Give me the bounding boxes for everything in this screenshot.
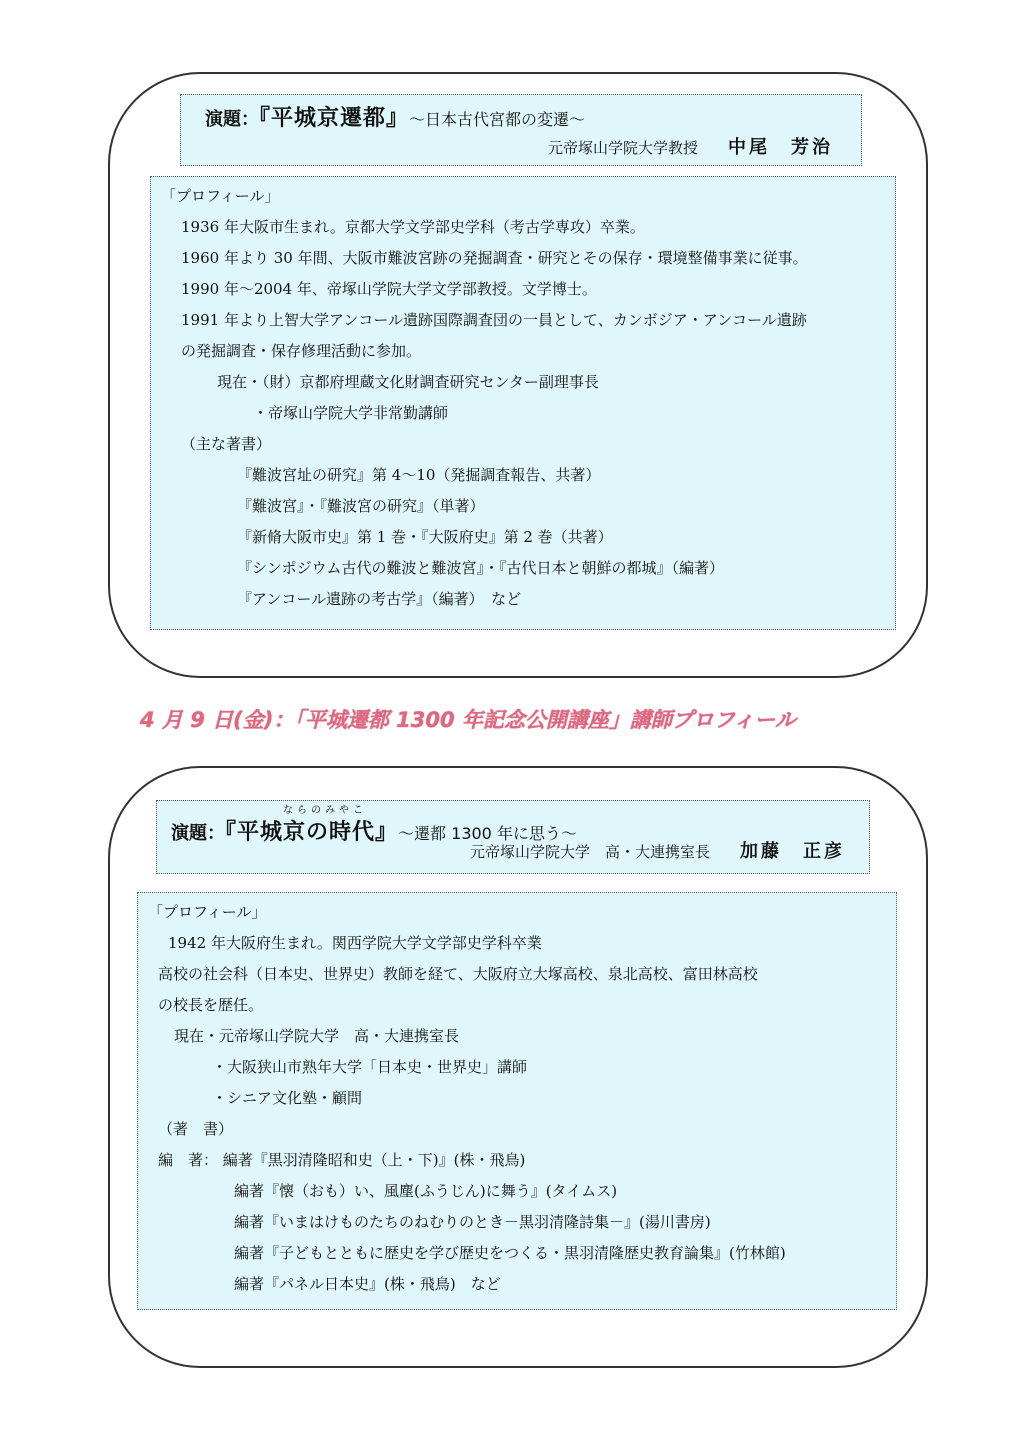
lecture-card-1 [108, 72, 928, 678]
lecture-1-subtitle: ～日本古代宮都の変遷～ [409, 110, 586, 129]
profile-2-current-position: ・シニア文化塾・顧問 [212, 1089, 363, 1107]
profile-2-work: 編著『子どもとともに歴史を学び歴史をつくる・黒羽清隆歴史教育論集』(竹林館) [234, 1244, 786, 1262]
lecture-1-title-line [205, 101, 585, 132]
profile-1-work: 『難波宮』・『難波宮の研究』（単著） [237, 497, 485, 515]
event-heading: 4 月 9 日(金)：「平城遷都 1300 年記念公開講座」講師プロフィール [140, 708, 796, 732]
lecture-2-title-open: 『平城 [225, 820, 284, 845]
lecture-1-title-box [180, 94, 862, 166]
profile-1-works-heading: （主な著書） [181, 435, 272, 453]
lecture-1-speaker: 中尾 芳治 [728, 137, 833, 158]
lecture-1-affiliation: 元帝塚山学院大学教授 [547, 139, 698, 157]
lecture-2-affiliation-line [470, 837, 845, 863]
profile-2-line: 高校の社会科（日本史、世界史）教師を経て、大阪府立大塚高校、泉北高校、富田林高校 [158, 965, 758, 983]
lecture-2-profile [137, 892, 897, 1310]
profile-1-line: 1991 年より上智大学アンコール遺跡国際調査団の一員として、カンボジア・アンコール遺跡 [181, 311, 807, 329]
profile-2-current-position: ・大阪狭山市熟年大学「日本史・世界史」講師 [212, 1058, 528, 1076]
profile-1-work: 『難波宮址の研究』第 4～10（発掘調査報告、共著） [237, 466, 601, 484]
profile-2-work: 編 著： 編著『黒羽清隆昭和史（上・下)』(株・飛鳥) [158, 1151, 526, 1169]
lecture-2-title-kyo: 京 [283, 820, 307, 845]
lecture-1-label: 演題： [205, 109, 259, 130]
profile-1-heading: 「プロフィール」 [161, 187, 280, 205]
profile-2-work: 編著『いまはけものたちのねむりのとき－黒羽清隆詩集－』(湯川書房) [234, 1213, 711, 1231]
lecture-1-profile [150, 176, 896, 630]
lecture-2-title-box [156, 800, 870, 874]
profile-1-line: の発掘調査・保存修理活動に参加。 [181, 342, 422, 360]
profile-2-line: の校長を歴任。 [158, 996, 264, 1014]
lecture-1-title: 『平城京遷都』 [259, 106, 410, 131]
lecture-card-2 [108, 766, 928, 1368]
profile-1-work: 『シンポジウム古代の難波と難波宮』・『古代日本と朝鮮の都城』（編著） [237, 559, 724, 577]
lecture-2-ruby: ならのみやこ [283, 805, 368, 816]
profile-2-work: 編著『パネル日本史』(株・飛鳥) など [234, 1275, 501, 1293]
profile-1-current-position: 現在・（財）京都府埋蔵文化財調査研究センター副理事長 [217, 373, 599, 391]
lecture-2-title-close: の時代』 [306, 820, 399, 845]
lecture-2-speaker: 加藤 正彦 [740, 841, 845, 862]
profile-1-work: 『新脩大阪市史』第 1 巻・『大阪府史』第 2 巻（共著） [237, 528, 613, 546]
profile-1-line: 1960 年より 30 年間、大阪市難波宮跡の発掘調査・研究とその保存・環境整備事業に従事。 [181, 249, 808, 267]
profile-1-current-position: ・帝塚山学院大学非常勤講師 [253, 404, 449, 422]
profile-2-line: 1942 年大阪府生まれ。関西学院大学文学部史学科卒業 [168, 934, 542, 952]
profile-1-work: 『アンコール遺跡の考古学』（編著） など [237, 590, 522, 608]
profile-2-heading: 「プロフィール」 [148, 903, 267, 921]
profile-1-line: 1936 年大阪市生まれ。京都大学文学部史学科（考古学専攻）卒業。 [181, 218, 645, 236]
profile-2-works-heading: （著 書） [158, 1120, 234, 1138]
lecture-2-label: 演題： [171, 823, 225, 844]
profile-2-work: 編著『懐（おも）い、風塵(ふうじん)に舞う』(タイムス) [234, 1182, 618, 1200]
profile-1-line: 1990 年～2004 年、帝塚山学院大学文学部教授。文学博士。 [181, 280, 597, 298]
lecture-2-affiliation: 元帝塚山学院大学 高・大連携室長 [469, 843, 710, 861]
lecture-1-affiliation-line [548, 133, 833, 159]
profile-2-current-position: 現在・元帝塚山学院大学 高・大連携室長 [174, 1027, 460, 1045]
lecture-2-subtitle: ～遷都 1300 年に思う～ [398, 824, 577, 843]
